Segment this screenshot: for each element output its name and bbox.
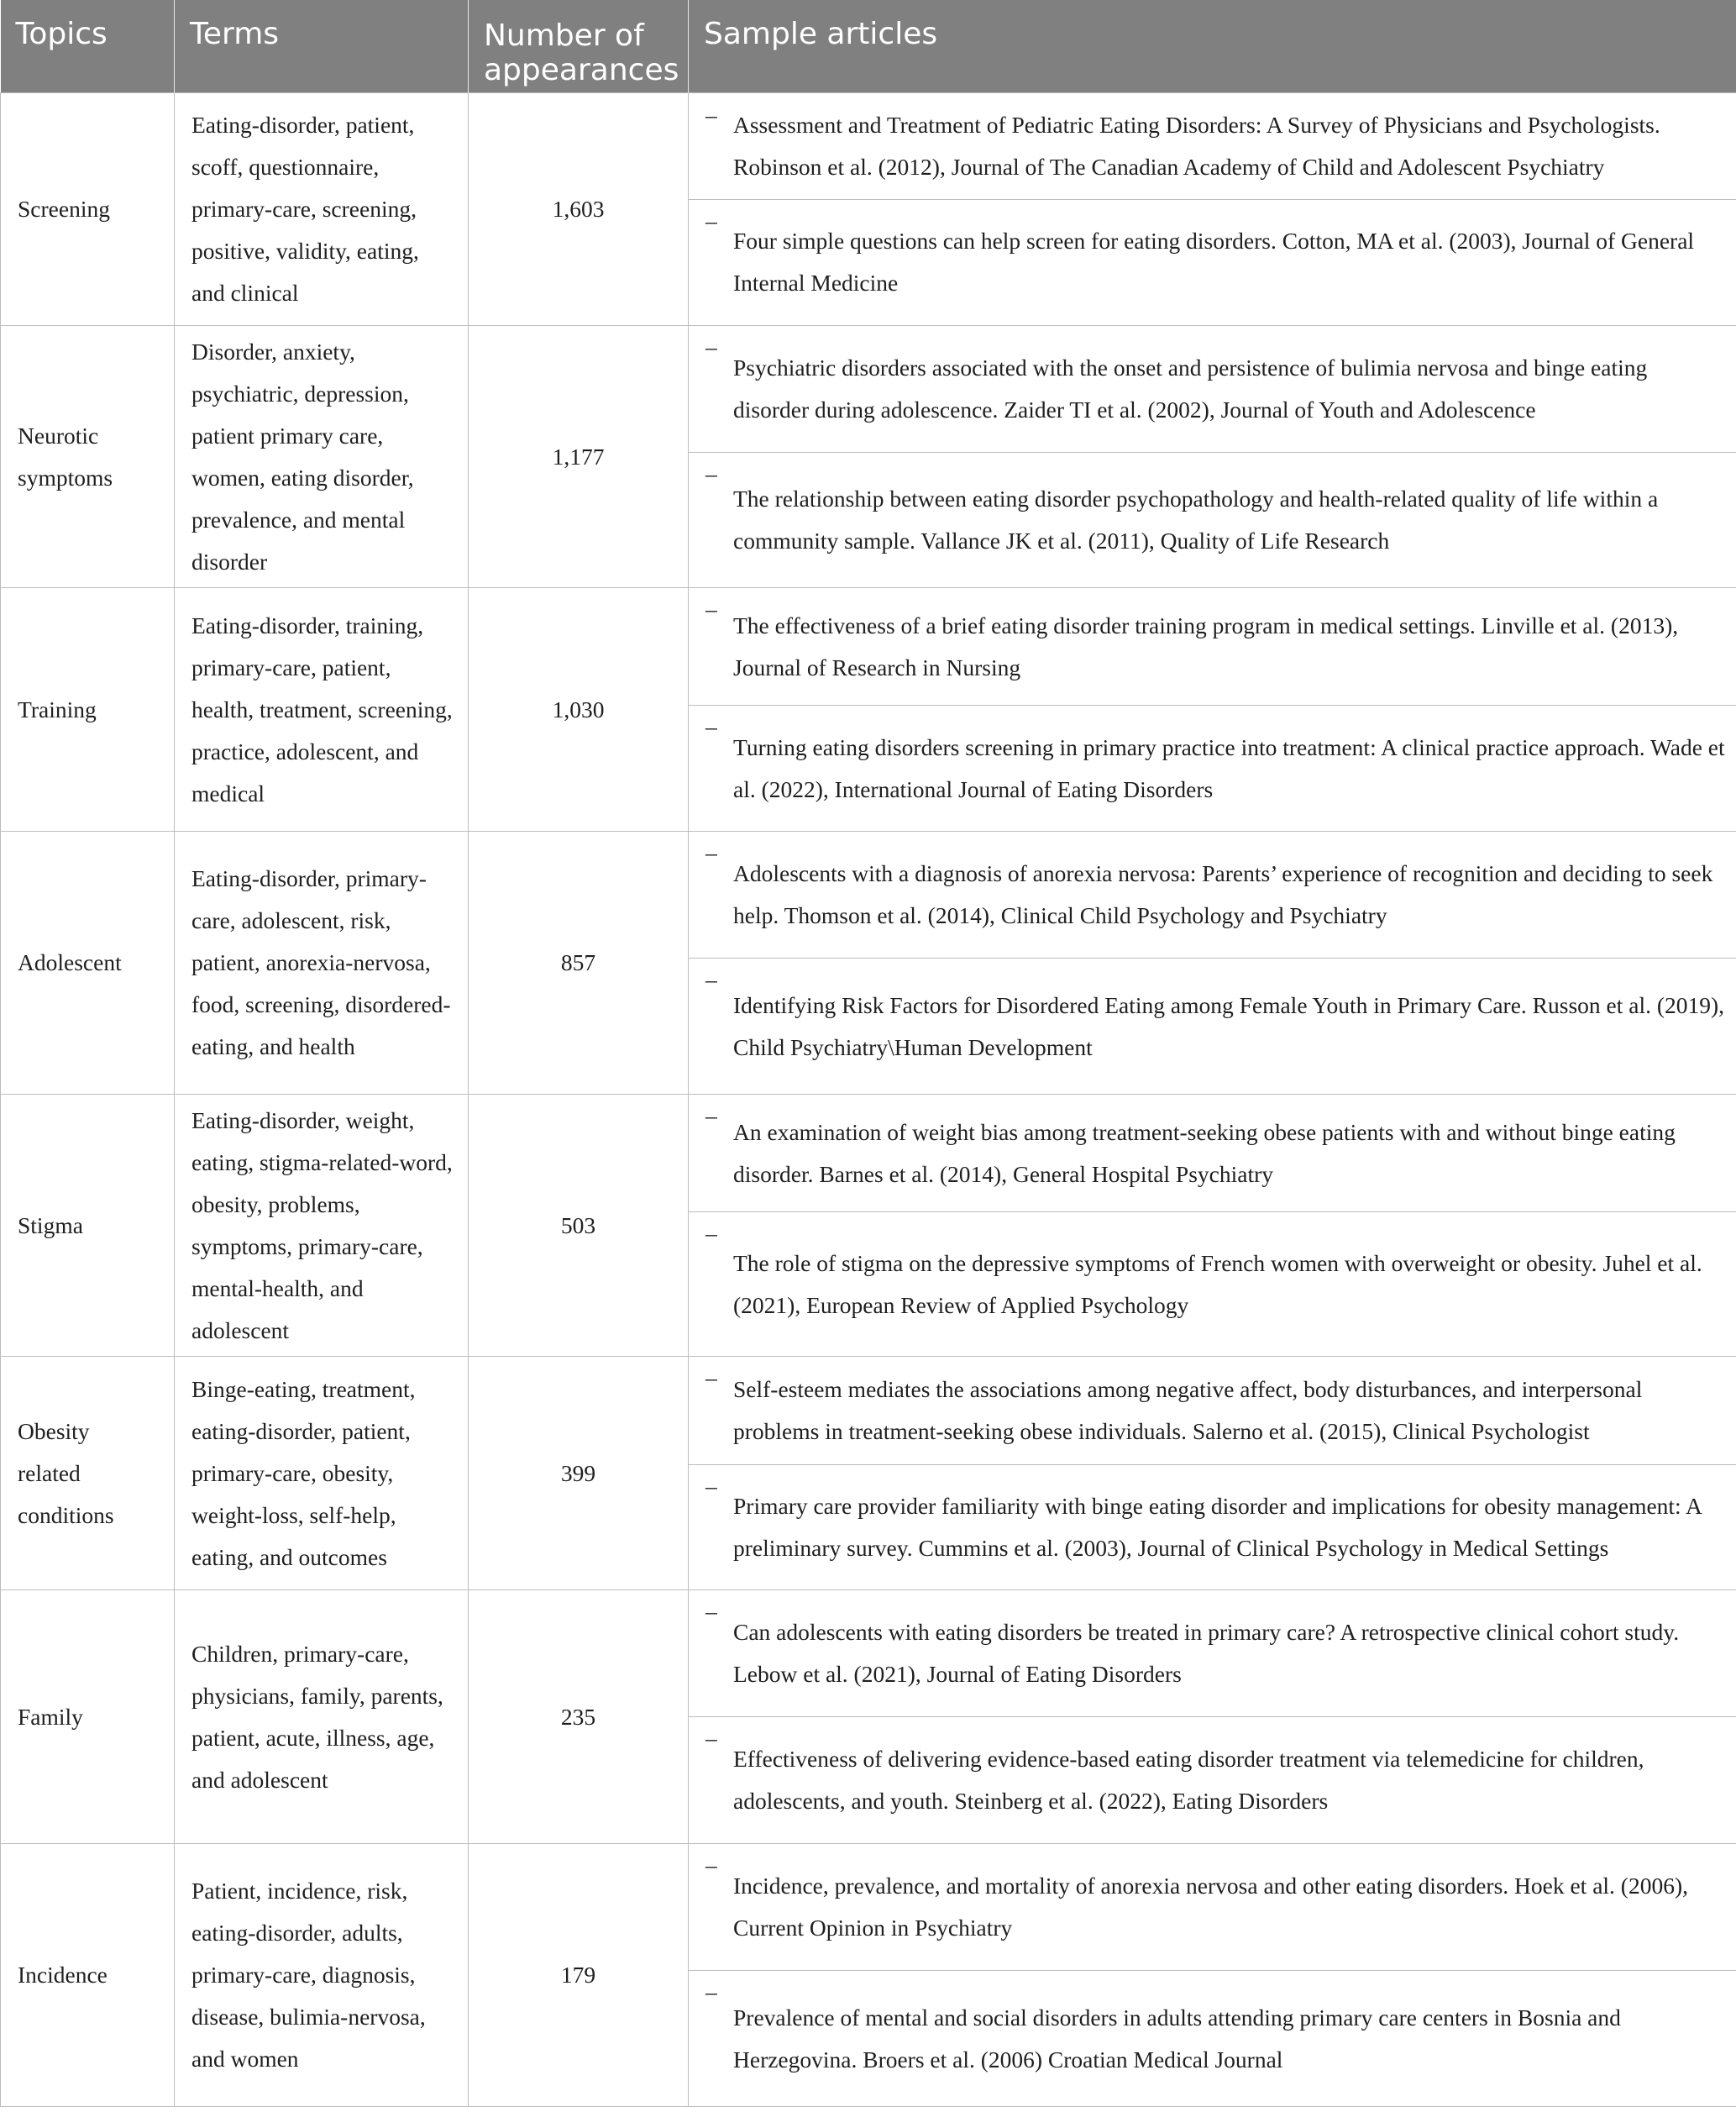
- table-row: [1, 588, 1736, 832]
- sample-articles-cell: [689, 1844, 1736, 2107]
- terms-cell: Disorder, anxiety, psychiatric, depression, patient primary care, women, eating disorder, prevalence, and mental disorder: [175, 326, 469, 588]
- article-dash: –: [705, 334, 717, 360]
- article-text: The relationship between eating disorder psychopathology and health-related quality of life within a community sample. Vallance JK et al. (2011), Quality of Life Research: [733, 486, 1659, 554]
- terms-cell: Eating-disorder, training, primary-care, patient, health, treatment, screening, practice, adolescent, and medical: [175, 588, 469, 832]
- article-text: Assessment and Treatment of Pediatric Eating Disorders: A Survey of Physicians and Psychologists. Robinson et al. (2012), Journal of The Canadian Academy of Child and Adolescent Psychiatry: [733, 112, 1660, 180]
- appearances-cell: 235: [469, 1590, 689, 1844]
- sample-articles-cell: [689, 832, 1736, 1095]
- article-text: Can adolescents with eating disorders be treated in primary care? A retrospective clinical cohort study. Lebow et al. (2021), Journal of Eating Disorders: [733, 1619, 1680, 1687]
- article-text: Self-esteem mediates the associations among negative affect, body disturbances, and interpersonal problems in treatment-seeking obese individuals. Salerno et al. (2015), Clinical Psychologist: [733, 1376, 1643, 1444]
- sample-article: [689, 958, 1736, 1094]
- terms-cell: Binge-eating, treatment, eating-disorder, patient, primary-care, obesity, weight-loss, self-help, eating, and outcomes: [175, 1357, 469, 1590]
- header-number-of-appearances: Number of appearances: [469, 0, 689, 93]
- table-row: [1, 1357, 1736, 1590]
- sample-article: [689, 1844, 1736, 1970]
- topic-cell: Screening: [1, 93, 175, 326]
- sample-article: [689, 1095, 1736, 1211]
- terms-cell: Eating-disorder, weight, eating, stigma-related-word, obesity, problems, symptoms, primary-care, mental-health, and adolescent: [175, 1095, 469, 1357]
- article-dash: –: [705, 1852, 717, 1878]
- sample-article: [689, 326, 1736, 452]
- article-text: The effectiveness of a brief eating disorder training program in medical settings. Linville et al. (2013), Journal of Research in Nursing: [733, 612, 1679, 680]
- sample-article: [689, 1970, 1736, 2106]
- sample-article: [689, 705, 1736, 831]
- appearances-cell: 399: [469, 1357, 689, 1590]
- table-row: [1, 832, 1736, 1095]
- article-dash: –: [705, 207, 717, 234]
- sample-articles-cell: [689, 1590, 1736, 1844]
- table-row: [1, 93, 1736, 326]
- article-dash: –: [705, 1364, 717, 1390]
- terms-cell: Patient, incidence, risk, eating-disorder, adults, primary-care, diagnosis, disease, bulimia-nervosa, and women: [175, 1844, 469, 2107]
- article-dash: –: [705, 1978, 717, 2004]
- sample-article: [689, 199, 1736, 325]
- article-text: An examination of weight bias among treatment-seeking obese patients with and without binge eating disorder. Barnes et al. (2014), General Hospital Psychiatry: [733, 1118, 1676, 1187]
- topic-cell: Family: [1, 1590, 175, 1844]
- sample-article: [689, 832, 1736, 958]
- appearances-cell: 179: [469, 1844, 689, 2107]
- table-row: [1, 1590, 1736, 1844]
- sample-articles-cell: [689, 1095, 1736, 1357]
- table-row: [1, 1095, 1736, 1357]
- article-dash: –: [705, 966, 717, 992]
- article-dash: –: [705, 101, 717, 128]
- article-dash: –: [705, 1598, 717, 1624]
- topic-cell: Obesity related conditions: [1, 1357, 175, 1590]
- article-text: Primary care provider familiarity with binge eating disorder and implications for obesity management: A preliminary survey. Cummins et al. (2003), Journal of Clinical Psychology in Medical Settings: [733, 1493, 1702, 1561]
- terms-cell: Eating-disorder, patient, scoff, questionnaire, primary-care, screening, positive, validity, eating, and clinical: [175, 93, 469, 326]
- sample-article: [689, 1357, 1736, 1464]
- article-dash: –: [705, 1473, 717, 1499]
- article-dash: –: [705, 460, 717, 486]
- terms-cell: Eating-disorder, primary-care, adolescent, risk, patient, anorexia-nervosa, food, screening, disordered-eating, and health: [175, 832, 469, 1095]
- terms-cell: Children, primary-care, physicians, family, parents, patient, acute, illness, age, and adolescent: [175, 1590, 469, 1844]
- article-text: The role of stigma on the depressive symptoms of French women with overweight or obesity. Juhel et al. (2021), European Review of Applied Psychology: [733, 1249, 1702, 1318]
- article-text: Incidence, prevalence, and mortality of anorexia nervosa and other eating disorders. Hoek et al. (2006), Current Opinion in Psychiatry: [733, 1873, 1688, 1941]
- topic-cell: Incidence: [1, 1844, 175, 2107]
- article-dash: –: [705, 1725, 717, 1751]
- sample-articles-cell: [689, 588, 1736, 832]
- article-text: Four simple questions can help screen for eating disorders. Cotton, MA et al. (2003), Journal of General Internal Medicine: [733, 228, 1695, 296]
- sample-article: [689, 588, 1736, 705]
- article-dash: –: [705, 713, 717, 739]
- sample-articles-cell: [689, 93, 1736, 326]
- article-dash: –: [705, 1220, 717, 1246]
- topic-cell: Neurotic symptoms: [1, 326, 175, 588]
- appearances-cell: 857: [469, 832, 689, 1095]
- header-row: [1, 0, 1736, 93]
- table-header: [1, 0, 1736, 93]
- header-sample-articles: Sample articles: [689, 0, 1736, 93]
- article-dash: –: [705, 839, 717, 865]
- sample-article: [689, 1211, 1736, 1356]
- sample-article: [689, 452, 1736, 587]
- article-text: Identifying Risk Factors for Disordered Eating among Female Youth in Primary Care. Russon et al. (2019), Child Psychiatry\Human Development: [733, 991, 1725, 1060]
- appearances-cell: 1,177: [469, 326, 689, 588]
- table-row: [1, 1844, 1736, 2107]
- sample-article: [689, 1716, 1736, 1843]
- article-text: Psychiatric disorders associated with the onset and persistence of bulimia nervosa and binge eating disorder during adolescence. Zaider TI et al. (2002), Journal of Youth and Adolescence: [733, 355, 1648, 423]
- table-row: [1, 326, 1736, 588]
- appearances-cell: 1,030: [469, 588, 689, 832]
- article-dash: –: [705, 596, 717, 622]
- topic-cell: Training: [1, 588, 175, 832]
- header-topics: Topics: [1, 0, 175, 93]
- appearances-cell: 503: [469, 1095, 689, 1357]
- article-text: Turning eating disorders screening in primary practice into treatment: A clinical practice approach. Wade et al. (2022), International Journal of Eating Disorders: [733, 733, 1725, 802]
- sample-article: [689, 1464, 1736, 1589]
- article-text: Prevalence of mental and social disorders in adults attending primary care centers in Bosnia and Herzegovina. Broers et al. (2006) Croatian Medical Journal: [733, 2004, 1621, 2073]
- article-text: Effectiveness of delivering evidence-based eating disorder treatment via telemedicine for children, adolescents, and youth. Steinberg et al. (2022), Eating Disorders: [733, 1746, 1644, 1814]
- table-body: [1, 93, 1736, 2107]
- sample-article: [689, 94, 1736, 199]
- topic-cell: Adolescent: [1, 832, 175, 1095]
- header-terms: Terms: [175, 0, 469, 93]
- sample-articles-cell: [689, 326, 1736, 588]
- sample-article: [689, 1590, 1736, 1716]
- appearances-cell: 1,603: [469, 93, 689, 326]
- topic-cell: Stigma: [1, 1095, 175, 1357]
- article-text: Adolescents with a diagnosis of anorexia nervosa: Parents’ experience of recognition and deciding to seek help. Thomson et al. (2014), Clinical Child Psychology and Psychiatry: [733, 860, 1713, 928]
- sample-articles-cell: [689, 1357, 1736, 1590]
- article-dash: –: [705, 1102, 717, 1128]
